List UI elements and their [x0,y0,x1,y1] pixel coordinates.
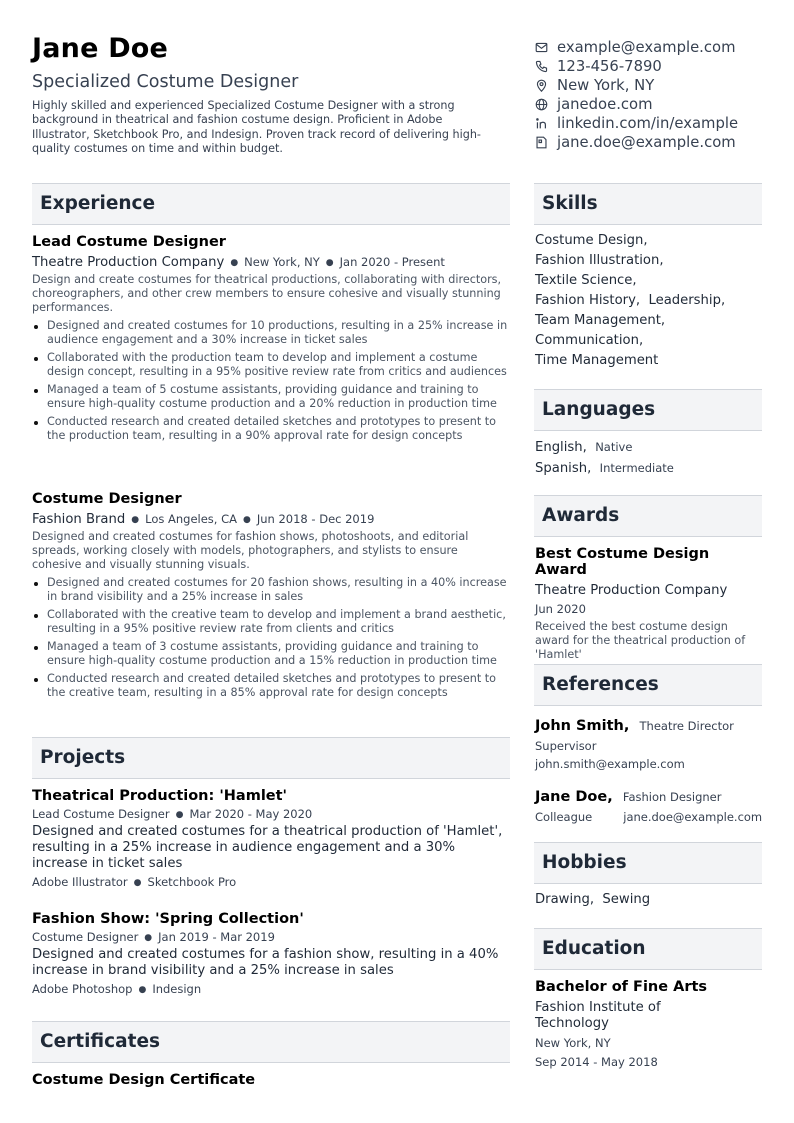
project-tool: Adobe Illustrator [32,875,128,889]
contact-email[interactable] [535,38,775,57]
phone-icon [535,60,548,73]
reference-role: Theatre Director [639,719,734,733]
project-tools: Adobe Illustrator ● Sketchbook Pro [32,875,237,889]
references-section-header [534,664,762,706]
job-location: New York, NY [244,255,320,269]
job-dates: Jan 2020 - Present [339,255,445,269]
company: Fashion Brand [32,512,126,527]
job-bullets [32,576,510,700]
education-section-header [534,928,762,970]
location-text: New York, NY [557,77,655,94]
contact-email-secondary[interactable] [535,133,775,152]
job-bullet: Conducted research and created detailed sketches and prototypes to present to the production team, resulting in a 90% approval rate for design concepts [32,415,510,443]
reference-relation: Supervisor [535,739,597,753]
language-level: Intermediate [599,461,674,475]
contact-list [535,38,775,152]
candidate-name: Jane Doe [32,33,169,64]
linkedin-icon [535,117,548,130]
reference-contact-line [535,810,763,824]
hobby-item: Sewing [602,892,651,907]
skill-item: Costume Design, [535,233,648,248]
project-tool: Sketchbook Pro [147,875,237,889]
contact-location [535,76,775,95]
contact-phone[interactable] [535,57,775,76]
awards-section-header [534,495,762,537]
project-entry [32,911,510,996]
hobbies-list [535,890,650,910]
reference-email[interactable]: john.smith@example.com [535,757,685,771]
project-role: Costume Designer [32,930,139,944]
award-date: Jun 2020 [535,602,586,616]
languages-heading: Languages [542,399,656,420]
mail-icon [535,41,548,54]
job-info-line: Theatre Production Company ● New York, NY ● Jan 2020 - Present [32,255,445,270]
experience-entry [32,234,510,447]
job-info-line: Fashion Brand ● Los Angeles, CA ● Jun 2018 - Dec 2019 [32,512,375,527]
job-bullet: Collaborated with the production team to develop and implement a costume design concept, resulting in a 95% positive review rate from critics and audiences [32,351,510,379]
job-location: Los Angeles, CA [145,512,237,526]
job-bullets [32,319,510,443]
experience-heading: Experience [40,193,156,214]
job-bullet: Designed and created costumes for 10 productions, resulting in a 25% increase in audience engagement and a 30% increase in ticket sales [32,319,510,347]
candidate-title: Specialized Costume Designer [32,72,299,92]
project-description: Designed and created costumes for a theatrical production of 'Hamlet', resulting in a 25% increase in audience engagement and a 30% increase in ticket sales [32,824,503,871]
document-icon [535,136,548,149]
project-entry [32,788,510,889]
reference-name: Jane Doe, [535,789,613,805]
reference-name: John Smith, [535,718,630,734]
education-entry [535,979,715,1069]
projects-heading: Projects [40,747,126,768]
email-text: example@example.com [557,39,736,56]
linkedin-text: linkedin.com/in/example [557,115,739,132]
job-bullet: Managed a team of 3 costume assistants, providing guidance and training to ensure high-quality costume production and a 15% reduction in production time [32,640,510,668]
project-dates: Jan 2019 - Mar 2019 [158,930,275,944]
certificate-title: Costume Design Certificate [32,1072,256,1088]
experience-entry [32,491,510,704]
reference-email[interactable]: jane.doe@example.com [623,810,763,824]
reference-entry [535,715,763,771]
skill-item: Fashion Illustration, [535,253,664,268]
reference-entry [535,786,763,824]
job-bullet: Managed a team of 5 costume assistants, providing guidance and training to ensure high-quality costume production and a 20% reduction in production time [32,383,510,411]
reference-role: Fashion Designer [622,790,722,804]
project-dates: Mar 2020 - May 2020 [189,807,313,821]
map-pin-icon [535,79,548,92]
project-title: Theatrical Production: 'Hamlet' [32,788,287,804]
education-degree: Bachelor of Fine Arts [535,979,708,995]
awards-heading: Awards [542,505,620,526]
references-heading: References [542,674,659,695]
summary: Highly skilled and experienced Specialized Costume Designer with a strong background in theatrical and fashion costume design. Proficient in Adobe Illustrator, Sketchbook Pro, and Indesign. Proven track record of delivering high-quality costumes on time and within budget. [32,99,481,155]
award-description: Received the best costume design award for the theatrical production of 'Hamlet' [535,620,746,661]
project-role: Lead Costume Designer [32,807,170,821]
project-meta: Lead Costume Designer ● Mar 2020 - May 2020 [32,807,313,821]
language-level: Native [595,440,633,454]
skill-row [535,291,763,311]
project-meta: Costume Designer ● Jan 2019 - Mar 2019 [32,930,275,944]
skill-item: Time Management [535,353,659,368]
job-description: Designed and created costumes for fashion shows, photoshoots, and editorial spreads, working closely with models, photographers, and stylists to ensure cohesive and visually stunning visuals. [32,530,469,571]
skill-item: Team Management, [535,313,666,328]
contact-linkedin[interactable] [535,114,775,133]
skill-item: Fashion History, [535,293,641,308]
certificates-heading: Certificates [40,1031,160,1052]
hobby-item: Drawing, [535,892,595,907]
job-title: Costume Designer [32,491,182,507]
project-description: Designed and created costumes for a fashion show, resulting in a 40% increase in brand visibility and a 25% increase in sales [32,947,499,978]
job-bullet: Conducted research and created detailed sketches and prototypes to present to the creative team, resulting in a 85% approval rate for design concepts [32,672,510,700]
skills-list [535,231,763,371]
education-heading: Education [542,938,646,959]
skill-item: Leadership, [648,293,726,308]
contact-website[interactable] [535,95,775,114]
languages-list [535,437,763,479]
skill-item: Communication, [535,333,644,348]
award-organization: Theatre Production Company [535,583,728,598]
education-dates: Sep 2014 - May 2018 [535,1055,658,1069]
project-tool: Indesign [152,982,202,996]
job-title: Lead Costume Designer [32,234,226,250]
phone-text: 123-456-7890 [557,58,662,75]
project-title: Fashion Show: 'Spring Collection' [32,911,304,927]
email-secondary-text: jane.doe@example.com [557,134,736,151]
languages-section-header [534,389,762,431]
job-dates: Jun 2018 - Dec 2019 [256,512,375,526]
hobbies-section-header [534,842,762,884]
language-name: Spanish, [535,461,592,476]
language-item [535,437,763,458]
reference-relation: Colleague [535,810,593,824]
job-description: Design and create costumes for theatrical productions, collaborating with directors, choreographers, and other crew members to ensure cohesive and visually stunning performances. [32,273,502,314]
language-name: English, [535,440,587,455]
experience-section-header [32,183,510,225]
company: Theatre Production Company [32,255,225,270]
skills-heading: Skills [542,193,598,214]
skill-item: Textile Science, [535,273,637,288]
projects-section-header [32,737,510,779]
skills-section-header [534,183,762,225]
award-entry [535,546,763,662]
certificates-section-header [32,1021,510,1063]
job-bullet: Designed and created costumes for 20 fashion shows, resulting in a 40% increase in brand visibility and a 25% increase in sales [32,576,510,604]
language-item [535,458,763,479]
project-tools: Adobe Photoshop ● Indesign [32,982,202,996]
award-title: Best Costume Design Award [535,546,710,578]
website-text: janedoe.com [557,96,653,113]
job-bullet: Collaborated with the creative team to develop and implement a brand aesthetic, resulting in a 95% positive review rate from clients and critics [32,608,510,636]
hobbies-heading: Hobbies [542,852,627,873]
education-school: Fashion Institute of Technology [535,1000,661,1031]
education-location: New York, NY [535,1036,611,1050]
globe-icon [535,98,548,111]
project-tool: Adobe Photoshop [32,982,133,996]
